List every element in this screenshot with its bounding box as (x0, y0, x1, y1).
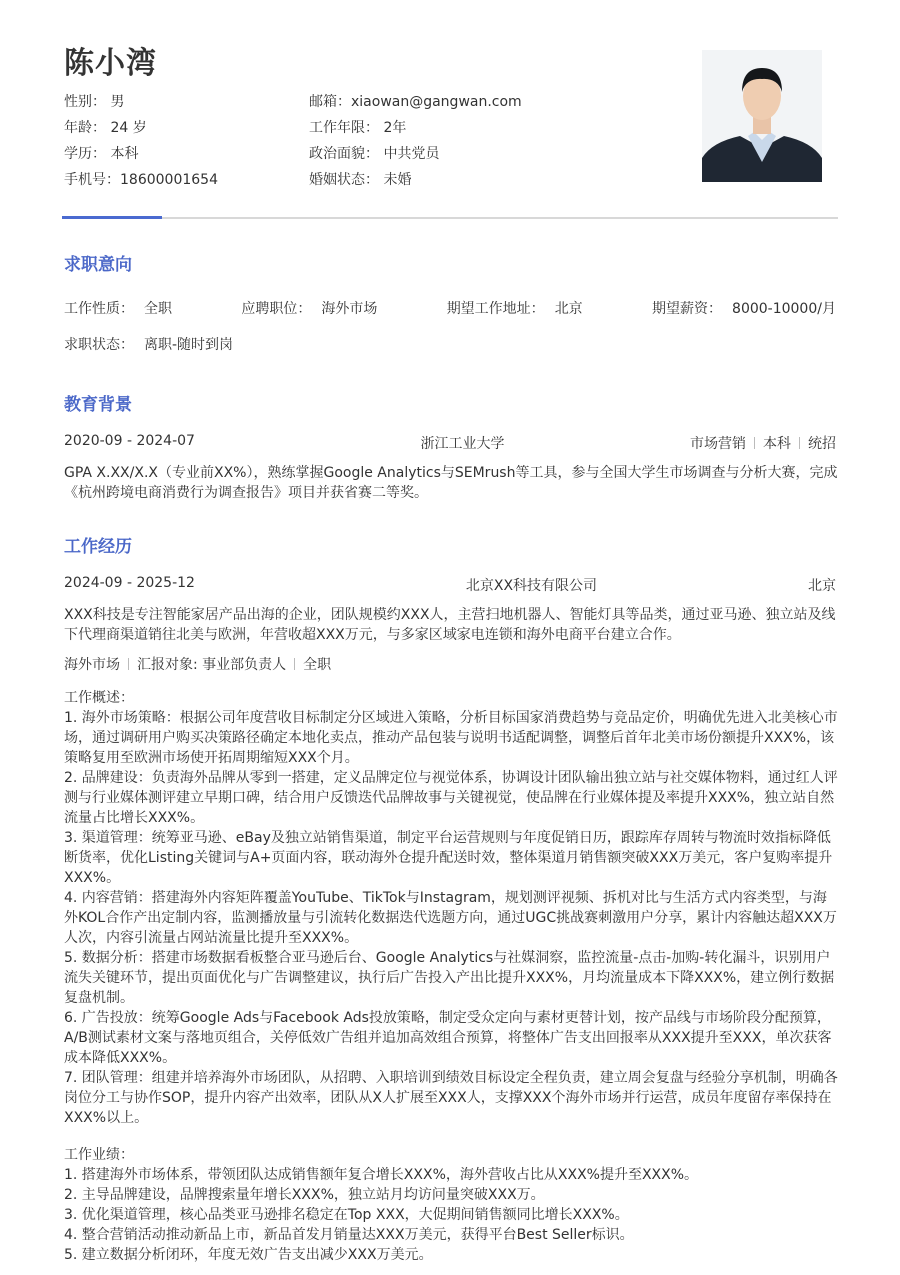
results-item: 3. 优化渠道管理，核心品类亚马逊排名稳定在Top XXX，大促期间销售额同比增长XXX%。 (64, 1207, 629, 1223)
intent-status-value: 离职-随时到岗 (144, 337, 234, 353)
portrait-icon (702, 50, 822, 182)
section-title-intent: 求职意向 (64, 255, 132, 275)
intent-row-2 (64, 334, 836, 354)
header-divider (62, 217, 838, 219)
divider-accent (62, 216, 162, 219)
intent-status-label: 求职状态： (64, 337, 134, 353)
work-tag-type: 全职 (303, 657, 332, 673)
work-header (64, 575, 836, 595)
basic-info (64, 93, 704, 190)
work-tags (64, 654, 331, 674)
info-education: 学历： 本科 (64, 146, 139, 162)
intent-salary (652, 298, 836, 318)
edu-school: 浙江工业大学 (420, 436, 505, 452)
edu-meta (690, 433, 836, 453)
work-overview (64, 688, 838, 1128)
intent-salary-value: 8000-10000/月 (732, 301, 836, 317)
info-phone: 手机号：18600001654 (64, 172, 218, 188)
info-work-years: 工作年限： 2年 (309, 120, 407, 136)
overview-item: 6. 广告投放：统筹Google Ads与Facebook Ads投放策略，制定受众定向与素材更替计划，按产品线与市场阶段分配预算，A/B测试素材文案与落地页组合，关停低效广告组并追加高效组合预算，将整体广告支出回报率从XXX提升至XXX，单次获客成本降低XXX%。 (64, 1010, 832, 1066)
results-item: 5. 建立数据分析闭环，年度无效广告支出减少XXX万美元。 (64, 1247, 433, 1263)
work-company-description: XXX科技是专注智能家居产品出海的企业，团队规模约XXX人，主营扫地机器人、智能灯具等品类，通过亚马逊、独立站及线下代理商渠道销往北美与欧洲，年营收超XXX万元，与多家区域家电连锁和海外电商平台建立合作。 (64, 607, 836, 643)
results-title: 工作业绩： (64, 1147, 134, 1163)
info-age: 年龄： 24 岁 (64, 120, 147, 136)
separator (294, 658, 295, 670)
intent-position-value: 海外市场 (321, 301, 378, 317)
info-email: 邮箱：xiaowan@gangwan.com (309, 94, 522, 110)
intent-location-value: 北京 (554, 301, 583, 317)
work-period: 2024-09 - 2025-12 (64, 575, 195, 591)
work-tag-field: 海外市场 (64, 657, 120, 673)
section-title-education: 教育背景 (64, 395, 132, 415)
overview-item: 7. 团队管理：组建并培养海外市场团队，从招聘、入职培训到绩效目标设定全程负责，建立周会复盘与经验分享机制，明确各岗位分工与协作SOP，提升内容产出效率，团队从X人扩展至XXX人，支撑XXX个海外市场并行运营，成员年度留存率保持在XXX%以上。 (64, 1070, 838, 1126)
edu-major: 市场营销 (689, 436, 746, 452)
edu-mode: 统招 (807, 436, 836, 452)
section-title-work: 工作经历 (64, 537, 132, 557)
intent-row-1 (64, 298, 836, 318)
intent-position (241, 298, 377, 318)
avatar (702, 50, 822, 182)
candidate-name: 陈小湾 (64, 46, 157, 81)
overview-item: 1. 海外市场策略：根据公司年度营收目标制定分区域进入策略，分析目标国家消费趋势与竞品定价，明确优先进入北美核心市场，通过调研用户购买决策路径确定本地化卖点，推动产品包装与说明书适配调整，调整后首年北美市场份额提升XXX%，该策略复用至欧洲市场使开拓周期缩短XXX个月。 (64, 710, 838, 766)
work-results (64, 1145, 838, 1265)
intent-location (447, 298, 583, 318)
overview-title: 工作概述： (64, 690, 134, 706)
intent-status (64, 334, 233, 354)
intent-position-label: 应聘职位： (241, 301, 312, 317)
intent-type-label: 工作性质： (64, 301, 134, 317)
overview-item: 4. 内容营销：搭建海外内容矩阵覆盖YouTube、TikTok与Instagram，规划测评视频、拆机对比与生活方式内容类型，与海外KOL合作产出定制内容，监测播放量与引流转化数据迭代选题方向，通过UGC挑战赛刺激用户分享，累计内容触达超XXX万人次，内容引流量占网站流量比提升至XXX%。 (64, 890, 837, 946)
results-item: 2. 主导品牌建设，品牌搜索量年增长XXX%，独立站月均访问量突破XXX万。 (64, 1187, 545, 1203)
edu-degree: 本科 (762, 436, 791, 452)
intent-salary-label: 期望薪资： (652, 301, 723, 317)
edu-period: 2020-09 - 2024-07 (64, 433, 195, 449)
separator (128, 658, 129, 670)
overview-item: 2. 品牌建设：负责海外品牌从零到一搭建，定义品牌定位与视觉体系，协调设计团队输出独立站与社交媒体物料，通过红人评测与行业媒体测评建立早期口碑，结合用户反馈迭代品牌故事与关键视觉，使品牌在行业媒体提及率提升XXX%，独立站自然流量占比增长XXX%。 (64, 770, 838, 826)
work-company: 北京XX科技有限公司 (465, 578, 598, 594)
work-city: 北京 (807, 578, 836, 594)
overview-item: 5. 数据分析：搭建市场数据看板整合亚马逊后台、Google Analytics与社媒洞察，监控流量-点击-加购-转化漏斗，识别用户流失关键环节，提出页面优化与广告调整建议，执行后广告投入产出比提升XXX%，月均流量成本下降XXX%，建立例行数据复盘机制。 (64, 950, 835, 1006)
separator (799, 437, 800, 449)
overview-item: 3. 渠道管理：统筹亚马逊、eBay及独立站销售渠道，制定平台运营规则与年度促销日历，跟踪库存周转与物流时效指标降低断货率，优化Listing关键词与A+页面内容，联动海外仓提升配送时效，整体渠道月销售额突破XXX万美元，客户复购率提升XXX%。 (64, 830, 833, 886)
info-marital: 婚姻状态： 未婚 (309, 172, 412, 188)
results-item: 4. 整合营销活动推动新品上市，新品首发月销量达XXX万美元，获得平台Best Seller标识。 (64, 1227, 634, 1243)
info-political: 政治面貌： 中共党员 (309, 146, 440, 162)
intent-type (64, 298, 172, 318)
edu-description: GPA X.XX/X.X（专业前XX%），熟练掌握Google Analytics与SEMrush等工具，参与全国大学生市场调查与分析大赛，完成《杭州跨境电商消费行为调查报告》项目并获省赛二等奖。 (64, 465, 838, 501)
intent-type-value: 全职 (144, 301, 172, 317)
work-tag-report: 汇报对象: 事业部负责人 (137, 657, 287, 673)
intent-location-label: 期望工作地址： (446, 301, 545, 317)
info-gender: 性别： 男 (64, 94, 125, 110)
edu-header (64, 433, 836, 453)
separator (754, 437, 755, 449)
results-item: 1. 搭建海外市场体系，带领团队达成销售额年复合增长XXX%，海外营收占比从XXX%提升至XXX%。 (64, 1167, 699, 1183)
